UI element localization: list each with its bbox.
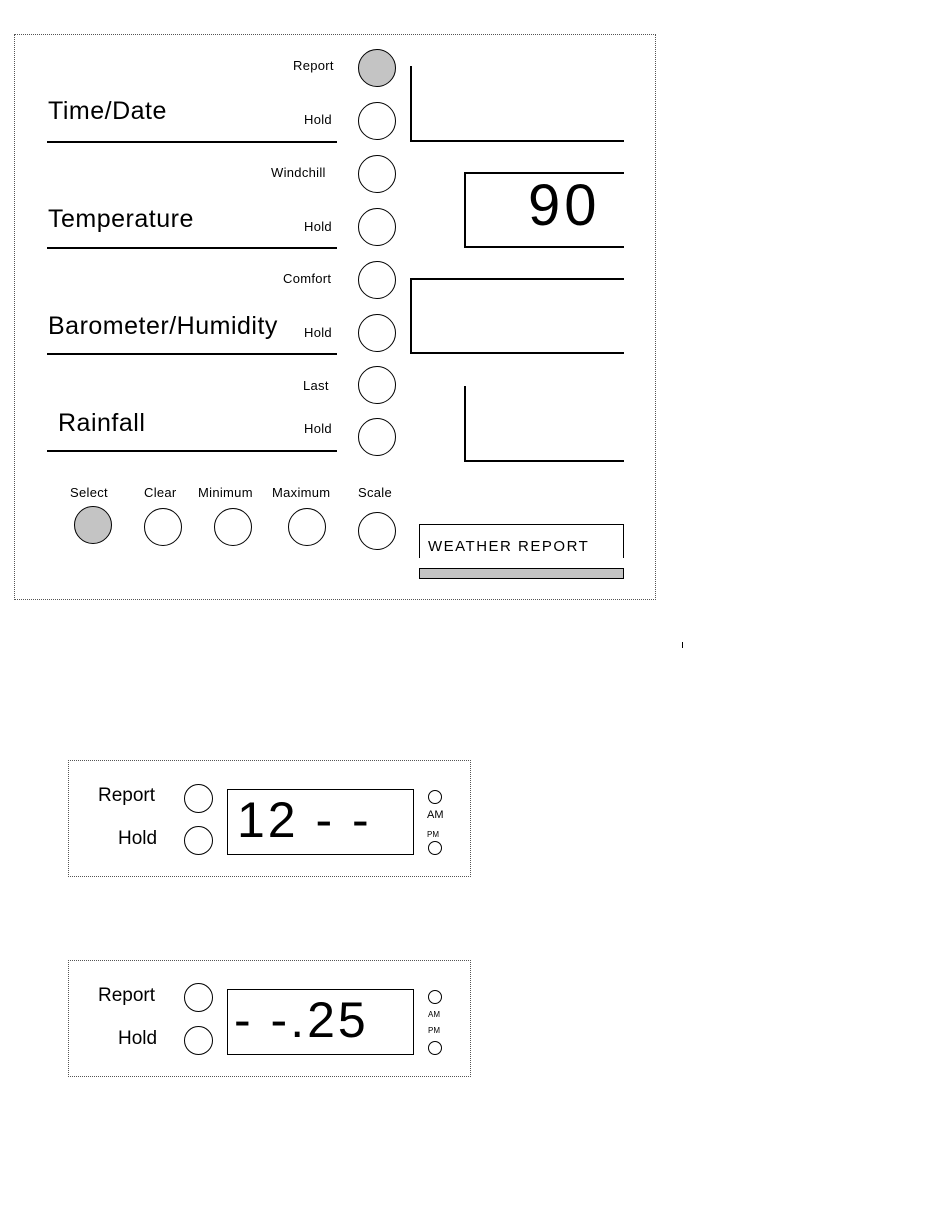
module2-pm-indicator xyxy=(428,1041,442,1055)
temperature-display-value: 90 xyxy=(528,173,601,238)
temperature-hold-button[interactable] xyxy=(358,208,396,246)
module1-report-label: Report xyxy=(98,785,156,806)
temperature-hold-label: Hold xyxy=(304,219,332,234)
time-date-hold-label: Hold xyxy=(304,112,332,127)
barometer-hold-label: Hold xyxy=(304,325,332,340)
module1-am-label: AM xyxy=(427,809,444,821)
time-date-hold-button[interactable] xyxy=(358,102,396,140)
rainfall-display-left-border xyxy=(464,386,466,461)
comfort-button[interactable] xyxy=(358,261,396,299)
module2-pm-label: PM xyxy=(428,1026,440,1035)
barometer-underline xyxy=(47,353,337,355)
report-button-label: Report xyxy=(293,58,334,73)
comfort-button-label: Comfort xyxy=(283,271,332,286)
module1-pm-label: PM xyxy=(427,830,439,839)
time-date-display-left-border xyxy=(410,66,412,142)
windchill-button[interactable] xyxy=(358,155,396,193)
maximum-button-label: Maximum xyxy=(272,485,331,500)
barometer-display-top-border xyxy=(410,278,624,280)
windchill-button-label: Windchill xyxy=(271,165,326,180)
maximum-button[interactable] xyxy=(288,508,326,546)
module1-hold-label: Hold xyxy=(118,828,158,849)
temperature-display-left-border xyxy=(464,172,466,247)
module1-pm-indicator xyxy=(428,841,442,855)
module2-am-indicator xyxy=(428,990,442,1004)
section-title-barometer-humidity: Barometer/Humidity xyxy=(48,312,278,340)
time-date-display-bottom-border xyxy=(410,140,624,142)
scale-button[interactable] xyxy=(358,512,396,550)
module2-report-button[interactable] xyxy=(184,983,213,1012)
minimum-button-label: Minimum xyxy=(198,485,253,500)
last-button-label: Last xyxy=(303,378,329,393)
clear-button[interactable] xyxy=(144,508,182,546)
barometer-display-left-border xyxy=(410,278,412,354)
stray-tick-mark xyxy=(682,642,683,648)
weather-report-bar xyxy=(419,568,624,579)
temperature-underline xyxy=(47,247,337,249)
section-title-time-date: Time/Date xyxy=(48,97,167,125)
rainfall-underline xyxy=(47,450,337,452)
rainfall-hold-button[interactable] xyxy=(358,418,396,456)
select-button[interactable] xyxy=(74,506,112,544)
time-date-underline xyxy=(47,141,337,143)
module2-hold-button[interactable] xyxy=(184,1026,213,1055)
rainfall-hold-label: Hold xyxy=(304,421,332,436)
module2-report-label: Report xyxy=(98,985,156,1006)
module2-am-label: AM xyxy=(428,1010,440,1019)
last-button[interactable] xyxy=(358,366,396,404)
barometer-hold-button[interactable] xyxy=(358,314,396,352)
module2-lcd-value: - -.25 xyxy=(234,992,369,1048)
rainfall-display-bottom-border xyxy=(464,460,624,462)
module2-hold-label: Hold xyxy=(118,1028,158,1049)
module1-report-button[interactable] xyxy=(184,784,213,813)
weather-report-label: WEATHER REPORT xyxy=(428,538,590,555)
select-button-label: Select xyxy=(70,485,108,500)
section-title-rainfall: Rainfall xyxy=(58,409,146,437)
module1-lcd-value: 12 - - xyxy=(237,792,372,848)
module1-hold-button[interactable] xyxy=(184,826,213,855)
temperature-display-bottom-border xyxy=(464,246,624,248)
report-button[interactable] xyxy=(358,49,396,87)
section-title-temperature: Temperature xyxy=(48,205,194,233)
clear-button-label: Clear xyxy=(144,485,177,500)
module1-am-indicator xyxy=(428,790,442,804)
scale-button-label: Scale xyxy=(358,485,393,500)
barometer-display-bottom-border xyxy=(410,352,624,354)
minimum-button[interactable] xyxy=(214,508,252,546)
